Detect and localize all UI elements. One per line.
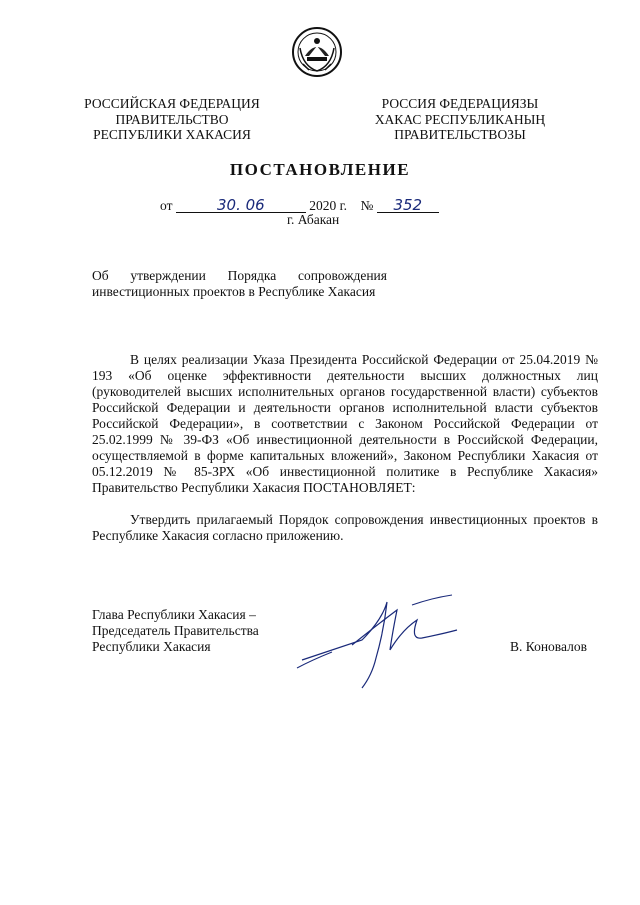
body-paragraph: В целях реализации Указа Президента Российской Федерации от 25.04.2019 № 193 «Об оценке эффективности деятельности высших должностных лиц (руководителей высших исполнительных органов государственной власти) субъектов Российской Федерации и деятельности органов исполнительной власти субъектов Российской Федерации», в соответствии с Законом Российской Федерации от 25.02.1999 № 39-ФЗ «Об инвестиционной деятельности в Российской Федерации, осуществляемой в форме капитальных вложений», Законом Республики Хакасия от 05.12.2019 № 85-ЗРХ «Об инвестиционной политике в Республике Хакасия» Правительство Республики Хакасия ПОСТАНОВЛЯЕТ: [92,352,598,495]
header-right [355,96,565,143]
header-right-line: ХАКАС РЕСПУБЛИКАНЫҢ [374,111,546,127]
header-right-line: РОССИЯ ФЕДЕРАЦИЯЗЫ [381,96,539,111]
document-title: ПОСТАНОВЛЕНИЕ [229,160,411,179]
signature-title-line: Председатель Правительства [92,623,259,638]
subject-text: Об утверждении Порядка сопровождения инвестиционных проектов в Республике Хакасия [92,268,387,299]
signature-title-line: Республики Хакасия [92,639,211,654]
header-left-line: ПРАВИТЕЛЬСТВО [115,111,229,127]
date-prefix: от [160,198,173,213]
coat-of-arms-icon [291,26,343,78]
number-sign: № [360,198,374,213]
signer-name: В. Коновалов [510,639,587,654]
signature-title-line: Глава Республики Хакасия – [92,607,256,622]
city-label: г. Абакан [287,212,340,227]
header-left-line: РОССИЙСКАЯ ФЕДЕРАЦИЯ [84,96,260,111]
header-left [72,96,272,143]
body-paragraph: Утвердить прилагаемый Порядок сопровождения инвестиционных проектов в Республике Хакасия согласно приложению. [92,512,598,543]
header-right-line: ПРАВИТЕЛЬСТВОЗЫ [394,127,526,142]
handwritten-signature [292,590,472,700]
signature-block [92,607,259,655]
date-handwritten: 30. 06 [176,198,306,213]
date-year: 2020 г. [309,198,347,213]
header-left-line: РЕСПУБЛИКИ ХАКАСИЯ [93,127,251,142]
number-handwritten: 352 [377,198,439,213]
